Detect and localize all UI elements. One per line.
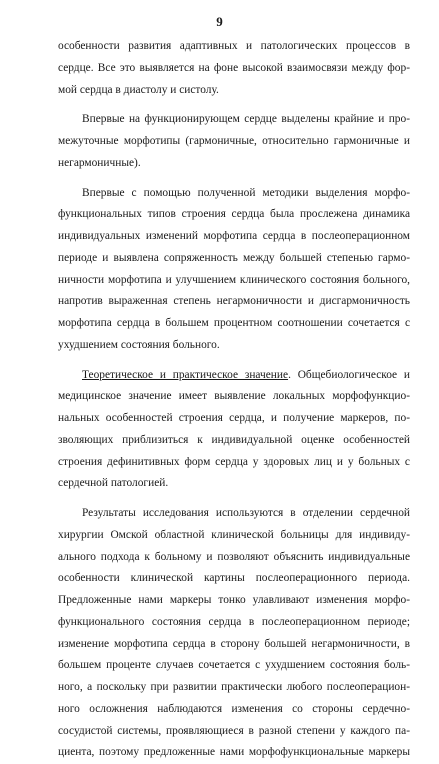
text-line: ного, а поскольку при развитии практически любого послеоперацион- bbox=[58, 681, 410, 693]
text-line: циента, поэтому предложенные нами морфофункциональные маркеры bbox=[58, 746, 410, 759]
text-line: напротив выраженная степень негармоничности и дисгармоничность bbox=[58, 295, 410, 308]
text-line: особенности развития адаптивных и патологических процессов в bbox=[58, 40, 410, 52]
text-line: Результаты исследования используются в отделении сердечной bbox=[82, 507, 410, 519]
paragraph-3 bbox=[58, 183, 410, 357]
text-line: сосудистой системы, проявляющиеся в разной степени у каждого па- bbox=[58, 724, 410, 737]
text-line: нальных особенностей строения сердца, и получение маркеров, по- bbox=[58, 412, 410, 424]
text-line: Впервые на функционирующем сердце выделены крайние и про- bbox=[82, 113, 410, 126]
text-line bbox=[58, 365, 410, 387]
paragraph-2 bbox=[58, 109, 410, 174]
text-line: функциональных типов строения сердца была прослежена динамика bbox=[58, 208, 410, 221]
text-line: ничности морфотипа и улучшением клинического состояния больного, bbox=[58, 273, 410, 286]
text-fragment: . Общебиологическое и bbox=[288, 368, 410, 381]
paragraph-1 bbox=[58, 36, 410, 101]
text-line: ального подхода к больному и позволяют объяснить индивидуальные bbox=[58, 550, 410, 563]
text-line: межуточные морфотипы (гармоничные, относительно гармоничные и bbox=[58, 135, 410, 147]
text-line: медицинское значение имеет выявление локальных морфофункцио- bbox=[58, 390, 410, 403]
text-line: функционального состояния сердца в послеоперационном периоде; bbox=[58, 615, 410, 628]
text-line: большем проценте случаев сочетается с ухудшением состояния боль- bbox=[58, 659, 410, 672]
text-line: периоде и выявлена сопряженность между большей степенью гармо- bbox=[58, 251, 410, 264]
text-line: строения дефинитивных форм сердца у здоровых лиц и у больных с bbox=[58, 455, 410, 468]
text-line: сердце. Все это выявляется на фоне высокой взаимосвязи между фор- bbox=[58, 61, 410, 74]
text-line: морфотипа сердца в большем процентном соотношении сочетается с bbox=[58, 317, 410, 329]
text-line: индивидуальных изменений морфотипа сердца в послеоперационном bbox=[58, 230, 410, 242]
section-heading: Теоретическое и практическое значение bbox=[82, 368, 289, 381]
paragraph-4 bbox=[58, 365, 410, 496]
text-line: мой сердца в диастолу и систолу. bbox=[58, 83, 219, 96]
body-text bbox=[58, 36, 410, 764]
text-line: ного осложнения наблюдаются изменения со стороны сердечно- bbox=[58, 702, 410, 715]
text-line: сердечной патологией. bbox=[58, 477, 169, 490]
text-line: ухудшением состояния больного. bbox=[58, 338, 220, 351]
text-line: зволяющих приблизиться к индивидуальной оценке особенностей bbox=[58, 433, 410, 446]
text-line: хирургии Омской областной клинической больницы для индивиду- bbox=[58, 528, 410, 541]
text-line: Предложенные нами маркеры тонко улавливают изменения морфо- bbox=[58, 594, 410, 606]
text-line: изменение морфотипа сердца в сторону большей негармоничности, в bbox=[58, 637, 410, 650]
text-line: негармоничные). bbox=[58, 156, 141, 169]
page-number: 9 bbox=[216, 14, 223, 29]
paragraph-5 bbox=[58, 503, 410, 764]
text-line: особенности клинической картины послеоперационного периода. bbox=[58, 572, 410, 585]
text-line: Впервые с помощью полученной методики выделения морфо- bbox=[82, 186, 410, 199]
